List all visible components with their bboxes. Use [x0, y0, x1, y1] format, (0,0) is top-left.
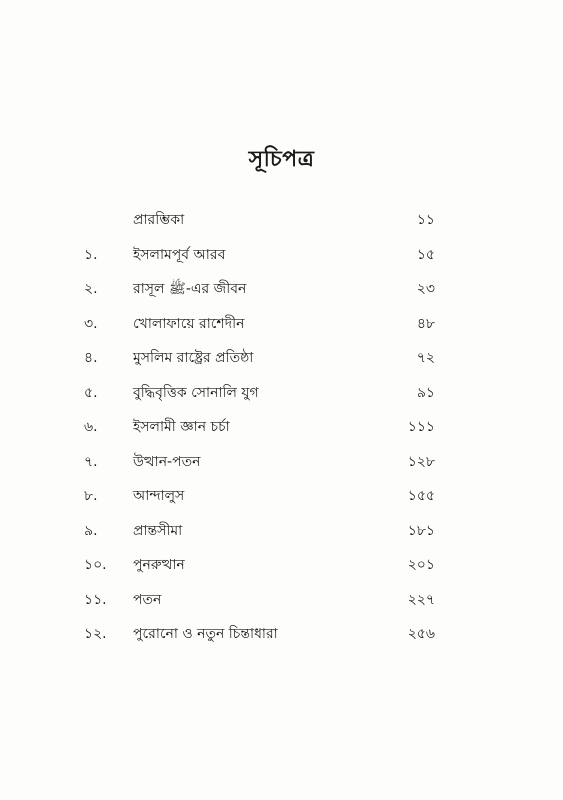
- toc-row: [0, 450, 563, 485]
- toc-number: ৭.: [84, 453, 98, 470]
- toc-row: [0, 346, 563, 381]
- toc-row: [0, 553, 563, 588]
- toc-page-number: ২০১: [407, 557, 435, 573]
- toc-chapter-title: পুনরুত্থান: [133, 557, 185, 573]
- toc-chapter-title: খোলাফায়ে রাশেদীন: [133, 315, 245, 332]
- toc-number: ৪.: [84, 350, 98, 366]
- toc-number: ৮.: [84, 488, 98, 504]
- toc-row: [0, 277, 563, 312]
- toc-chapter-title: মুসলিম রাষ্ট্রের প্রতিষ্ঠা: [133, 350, 254, 366]
- toc-chapter-title: প্রান্তসীমা: [133, 522, 183, 539]
- toc-page-number: ১৫৫: [407, 488, 435, 504]
- toc-page-number: ১১১: [407, 419, 435, 435]
- toc-page-number: ২২৭: [407, 591, 435, 608]
- toc-page-number: ২৩: [416, 281, 435, 297]
- toc-chapter-title: রাসূল ﷺ-এর জীবন: [133, 281, 247, 297]
- toc-page-number: ১২৮: [407, 453, 435, 470]
- toc-page-number: ১৫: [416, 246, 435, 263]
- toc-chapter-title: পুরোনো ও নতুন চিন্তাধারা: [133, 626, 278, 642]
- toc-page-number: ১১: [416, 212, 435, 228]
- toc-page-number: ৭২: [416, 350, 435, 366]
- toc-page-number: ২৫৬: [407, 626, 435, 642]
- toc-row: [0, 588, 563, 623]
- toc-chapter-title: ইসলামপূর্ব আরব: [133, 246, 226, 263]
- toc-number: ১.: [84, 246, 98, 263]
- toc-number: ৫.: [84, 384, 98, 401]
- table-of-contents: [0, 208, 563, 657]
- toc-row: [0, 208, 563, 243]
- toc-row: [0, 381, 563, 416]
- toc-row: [0, 415, 563, 450]
- toc-row: [0, 622, 563, 657]
- toc-chapter-title: উত্থান-পতন: [133, 453, 201, 470]
- toc-chapter-title: বুদ্ধিবৃত্তিক সোনালি যুগ: [133, 384, 259, 401]
- toc-page-number: ৯১: [416, 384, 435, 401]
- toc-page-number: ৪৮: [416, 315, 435, 332]
- toc-row: [0, 312, 563, 347]
- toc-number: ৯.: [84, 522, 98, 539]
- toc-number: ১০.: [84, 557, 107, 573]
- page-title: সূচিপত্র: [248, 147, 315, 172]
- toc-number: ১১.: [84, 591, 107, 608]
- toc-row: [0, 519, 563, 554]
- toc-row: [0, 484, 563, 519]
- toc-row: [0, 243, 563, 278]
- toc-chapter-title: ইসলামী জ্ঞান চর্চা: [133, 419, 230, 435]
- toc-chapter-title: প্রারম্ভিকা: [133, 212, 185, 228]
- toc-chapter-title: পতন: [133, 591, 162, 608]
- toc-number: ৩.: [84, 315, 98, 332]
- toc-number: ৬.: [84, 419, 98, 435]
- toc-number: ২.: [84, 281, 98, 297]
- toc-page-number: ১৮১: [407, 522, 435, 539]
- toc-chapter-title: আন্দালুস: [133, 488, 185, 504]
- toc-number: ১২.: [84, 626, 107, 642]
